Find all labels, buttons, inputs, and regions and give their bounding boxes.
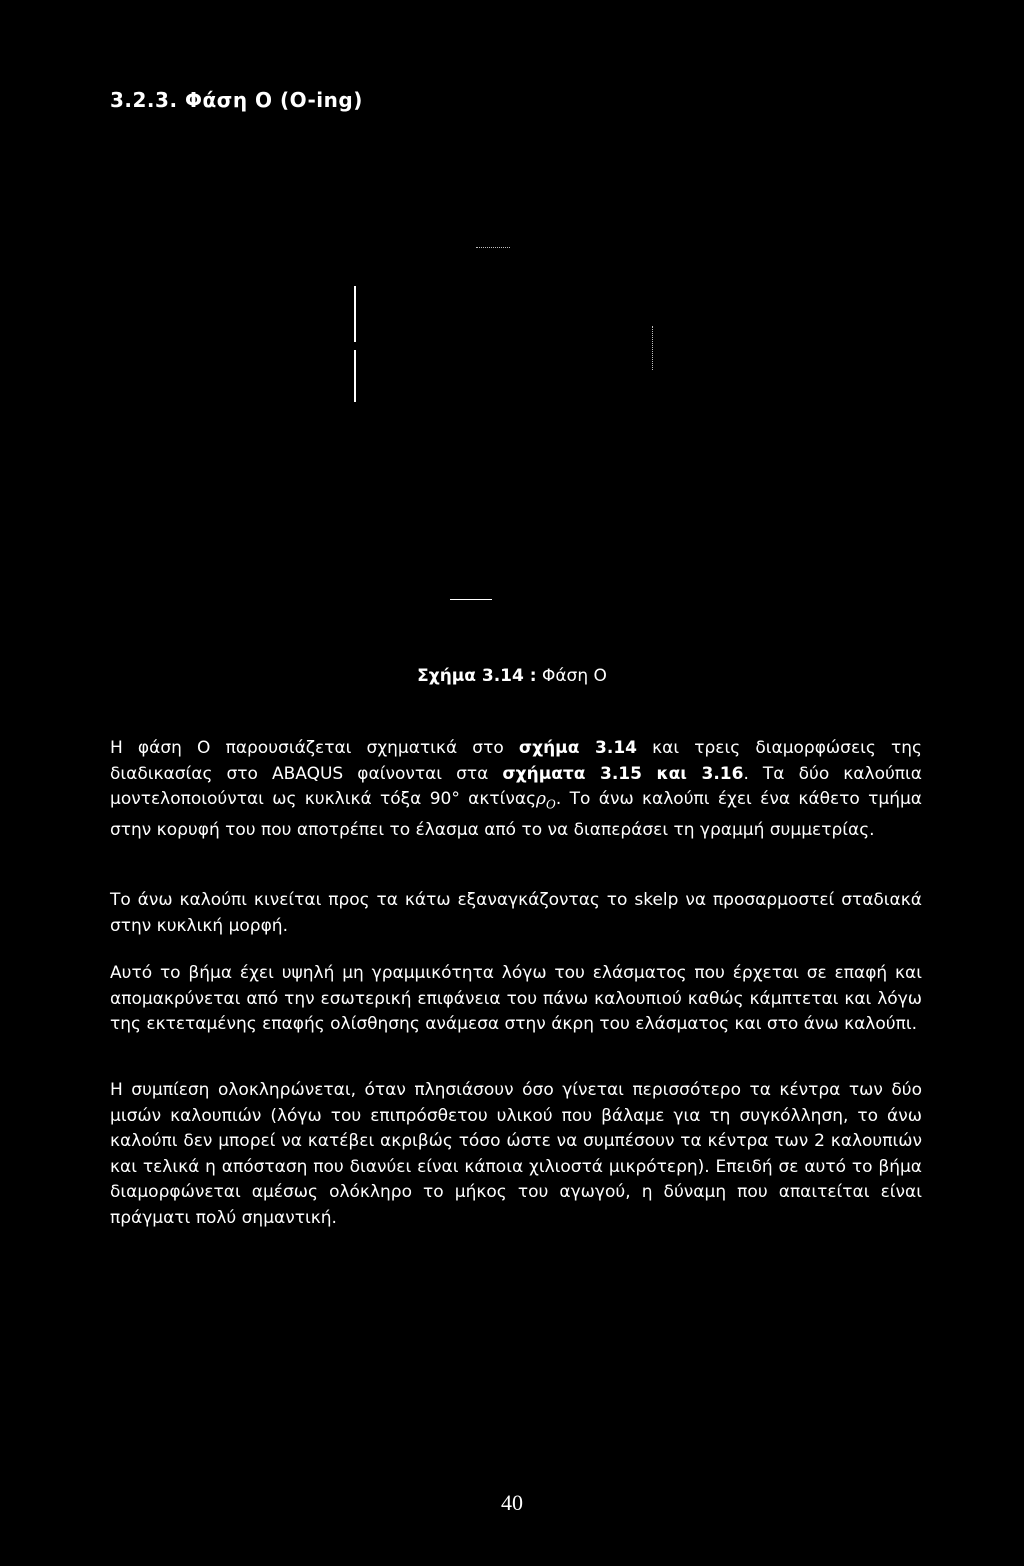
- figure-caption-text: Φάση Ο: [541, 666, 607, 686]
- figure-caption: [0, 666, 1024, 686]
- rho-letter: ρ: [536, 789, 547, 809]
- figure-reference-3-15-3-16: σχήματα 3.15 και 3.16: [502, 763, 744, 784]
- figure-3-14: [110, 230, 920, 630]
- paragraph-2: Το άνω καλούπι κινείται προς τα κάτω εξαναγκάζοντας το skelp να προσαρμοστεί σταδιακά στην κυκλική μορφή.: [110, 890, 922, 936]
- figure-caption-label: Σχήμα 3.14 :: [417, 666, 537, 686]
- paragraph-1-text-2: και τρεις διαμορφώσεις της διαδικασίας στο ABAQUS φαίνονται στα: [110, 738, 922, 784]
- rho-subscript: O: [546, 797, 556, 812]
- paragraph-1-text-4: . Το άνω καλούπι έχει ένα κάθετο τμήμα στην κορυφή του που αποτρέπει το έλασμα από το να διαπεράσει τη γραμμή συμμετρίας.: [110, 789, 922, 840]
- paragraph-3: Αυτό το βήμα έχει υψηλή μη γραμμικότητα λόγω του ελάσματος που έρχεται σε επαφή και απομακρύνεται από την εσωτερική επιφάνεια του πάνω καλουπιού καθώς κάμπτεται και λόγω της εκτεταμένης επαφής ολίσθησης ανάμεσα στην άκρη του ελάσματος και στο άνω καλούπι.: [110, 963, 922, 1034]
- paragraph-1-text-3: . Τα δύο καλούπια μοντελοποιούνται ως κυκλικά τόξα 90° ακτίνας: [110, 763, 922, 809]
- figure-line-left-upper: [354, 286, 356, 342]
- paragraph-1: [110, 736, 922, 843]
- figure-dotted-top: [476, 247, 510, 248]
- figure-reference-3-14: σχήμα 3.14: [518, 738, 637, 758]
- figure-bottom-line: [450, 599, 492, 600]
- section-heading: 3.2.3. Φάση Ο (O-ing): [110, 88, 363, 112]
- rho-symbol: [536, 789, 556, 812]
- figure-dotted-right: [652, 326, 653, 370]
- figure-line-left-lower: [354, 350, 356, 402]
- paragraph-4: Η συμπίεση ολοκληρώνεται, όταν πλησιάσουν όσο γίνεται περισσότερο τα κέντρα των δύο μισών καλουπιών (λόγω του επιπρόσθετου υλικού που βάλαμε για τη συγκόλληση, το άνω καλούπι δεν μπορεί να κατέβει ακριβώς τόσο ώστε να συμπέσουν τα κέντρα των 2 καλουπιών και τελικά η απόσταση που διανύει είναι κάποια χιλιοστά μικρότερη). Επειδή σε αυτό το βήμα διαμορφώνεται αμέσως ολόκληρο το μήκος του αγωγού, η δύναμη που απαιτείται είναι πράγματι πολύ σημαντική.: [110, 1080, 922, 1228]
- page-number: 40: [501, 1490, 523, 1515]
- paragraph-1-text-1: Η φάση Ο παρουσιάζεται σχηματικά στο: [110, 738, 519, 758]
